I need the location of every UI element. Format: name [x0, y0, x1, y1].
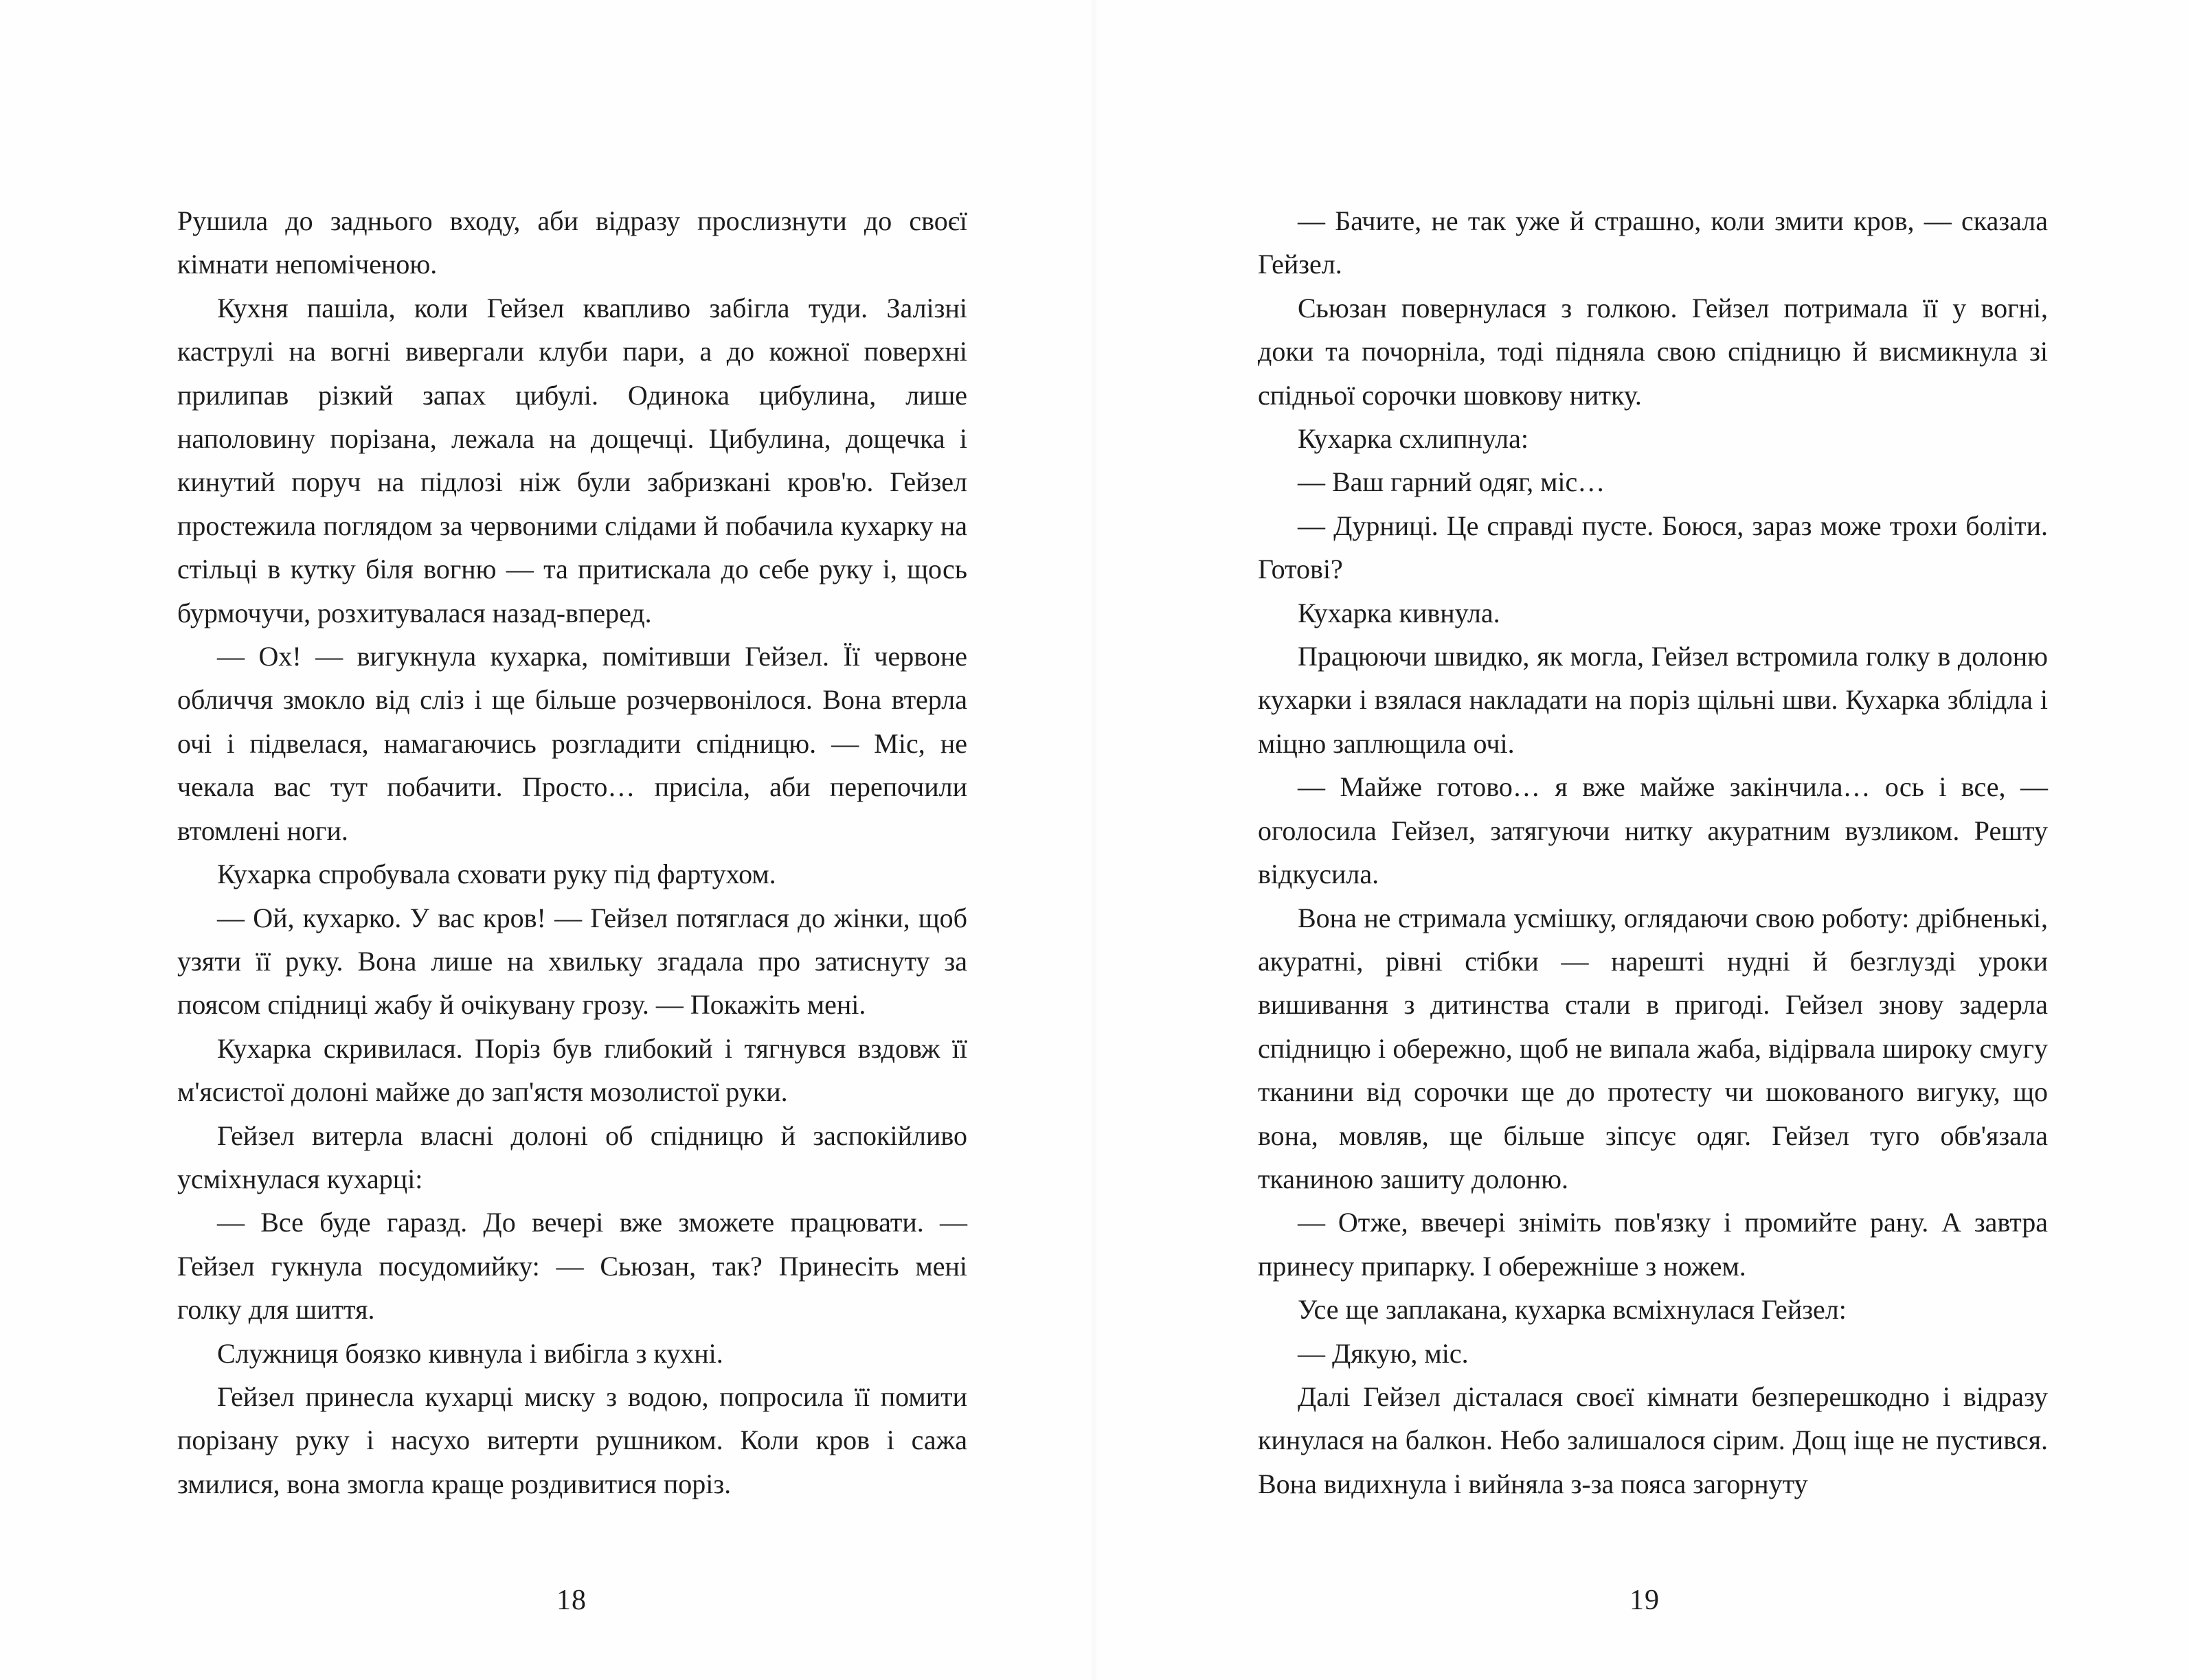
paragraph: Усе ще заплакана, кухарка всміхнулася Гейзел:	[1298, 1294, 1847, 1326]
paragraph: — Все буде гаразд. До вечері вже зможете працювати. — Гейзел гукнула посудомийку: — Сьюзан, так? Принесіть мені голку для шиття.	[177, 1207, 967, 1326]
paragraph: — Ваш гарний одяг, міс…	[1298, 466, 1605, 498]
paragraph: — Отже, ввечері зніміть пов'язку і промийте рану. А завтра принесу припарку. І обережніше з ножем.	[1258, 1207, 2048, 1282]
paragraph: Далі Гейзел дісталася своєї кімнати безперешкодно і відразу кинулася на балкон. Небо залишалося сірим. Дощ іще не пустився. Вона видихнула і вийняла з-за пояса загорнуту	[1258, 1381, 2048, 1499]
paragraph: Кухарка кивнула.	[1298, 597, 1500, 628]
paragraph: Кухарка спробувала сховати руку під фартухом.	[217, 859, 776, 890]
paragraph: Гейзел витерла власні долоні об спідницю й заспокійливо усміхнулася кухарці:	[177, 1120, 967, 1194]
paragraph: Кухарка схлипнула:	[1298, 423, 1529, 455]
paragraph: Служниця боязко кивнула і вибігла з кухні.	[217, 1337, 723, 1369]
page-number-right: 19	[1629, 1585, 1660, 1616]
right-page	[1094, 0, 2188, 1680]
paragraph: — Дурниці. Це справді пусте. Боюся, зараз може трохи боліти. Готові?	[1258, 510, 2048, 585]
paragraph: — Ой, кухарко. У вас кров! — Гейзел потяглася до жінки, щоб узяти її руку. Вона лише на хвильку згадала про затиснуту за поясом спідниці жабу й очікувану грозу. — Покажіть мені.	[177, 902, 967, 1021]
paragraph: Кухня пашіла, коли Гейзел квапливо забігла туди. Залізні каструлі на вогні вивергали клуби пари, а до кожної поверхні прилипав різкий запах цибулі. Одинока цибулина, лише наполовину порізана, лежала на дощечці. Цибулина, дощечка і кинутий поруч на підлозі ніж були забризкані кров'ю. Гейзел простежила поглядом за червоними слідами й побачила кухарку на стільці в кутку біля вогню — та притискала до себе руку і, щось бурмочучи, розхитувалася назад-вперед.	[177, 292, 967, 628]
paragraph: Кухарка скривилася. Поріз був глибокий і тягнувся вздовж її м'ясистої долоні майже до зап'ястя мозолистої руки.	[177, 1032, 967, 1108]
paragraph: Працюючи швидко, як могла, Гейзел встромила голку в долоню кухарки і взялася накладати на поріз щільні шви. Кухарка зблідла і міцно заплющила очі.	[1258, 641, 2048, 759]
paragraph: Сьюзан повернулася з голкою. Гейзел потримала її у вогні, доки та почорніла, тоді підняла свою спідницю й висмикнула зі спідньої сорочки шовкову нитку.	[1258, 292, 2048, 411]
paragraph: — Майже готово… я вже майже закінчила… ось і все, — оголосила Гейзел, затягуючи нитку акуратним вузликом. Решту відкусила.	[1258, 771, 2048, 890]
right-page-text	[1258, 199, 2048, 1506]
left-page-text	[177, 199, 967, 1506]
paragraph: Рушила до заднього входу, аби відразу прослизнути до своєї кімнати непоміченою.	[177, 205, 967, 280]
paragraph: — Дякую, міс.	[1298, 1337, 1469, 1369]
paragraph: Гейзел принесла кухарці миску з водою, попросила її помити порізану руку і насухо витерти рушником. Коли кров і сажа змилися, вона змогла краще роздивитися поріз.	[177, 1381, 967, 1499]
paragraph: Вона не стримала усмішку, оглядаючи свою роботу: дрібненькі, акуратні, рівні стібки — нарешті нудні й безглузді уроки вишивання з дитинства стали в пригоді. Гейзел знову задерла спідницю і обережно, щоб не випала жаба, відірвала широку смугу тканини від сорочки ще до протесту чи шокованого вигуку, що вона, мовляв, ще більше зіпсує одяг. Гейзел туго обв'язала тканиною зашиту долоню.	[1258, 902, 2048, 1194]
paragraph: — Ох! — вигукнула кухарка, помітивши Гейзел. Її червоне обличчя змокло від сліз і ще більше розчервонілося. Вона втерла очі і підвелася, намагаючись розгладити спідницю. — Міс, не чекала вас тут побачити. Просто… присіла, аби перепочили втомлені ноги.	[177, 641, 967, 846]
page-number-left: 18	[556, 1585, 587, 1616]
paragraph: — Бачите, не так уже й страшно, коли змити кров, — сказала Гейзел.	[1258, 205, 2048, 280]
